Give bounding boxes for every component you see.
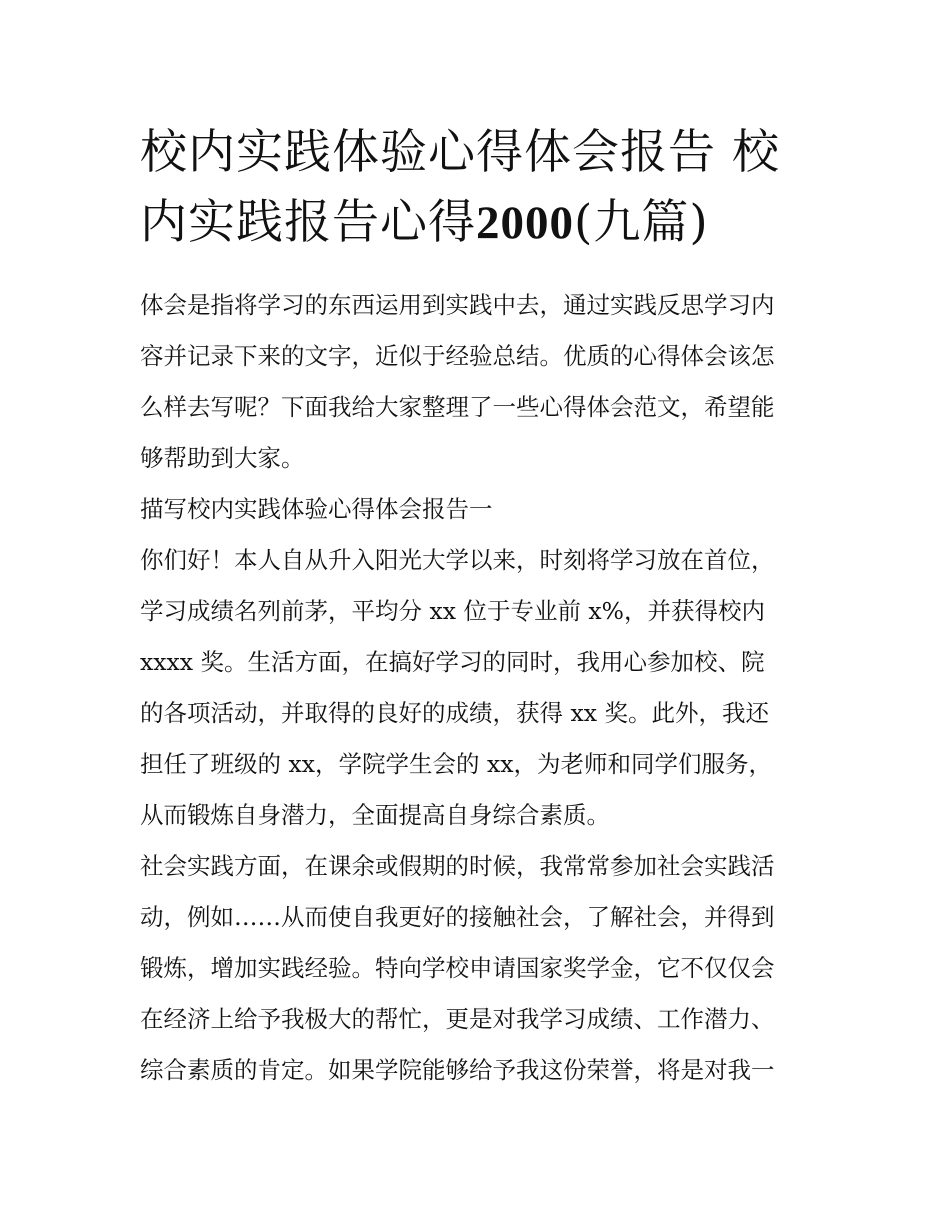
title-line-1: 校内实践体验心得体会报告 校 xyxy=(140,125,780,180)
intro-line: 体会是指将学习的东西运用到实践中去，通过实践反思学习内 xyxy=(140,291,775,319)
paragraph-line: 担任了班级的 xx，学院学生会的 xx，为老师和同学们服务， xyxy=(140,750,772,778)
paragraph-line: 动，例如……从而使自我更好的接触社会，了解社会，并得到 xyxy=(140,903,775,931)
paragraph-line: 你们好！本人自从升入阳光大学以来，时刻将学习放在首位， xyxy=(140,546,775,574)
intro-line: 么样去写呢？下面我给大家整理了一些心得体会范文，希望能 xyxy=(140,393,775,421)
paragraph-line: xxxx 奖。生活方面，在搞好学习的同时，我用心参加校、院 xyxy=(140,648,765,676)
section-heading: 描写校内实践体验心得体会报告一 xyxy=(140,495,493,523)
paragraph-line: 从而锻炼自身潜力，全面提高自身综合素质。 xyxy=(140,801,610,829)
paragraph-line: 社会实践方面，在课余或假期的时候，我常常参加社会实践活 xyxy=(140,852,775,880)
title-line-2-number: 2000 xyxy=(476,197,574,249)
title-line-2-text: 内实践报告心得 xyxy=(140,195,476,250)
intro-paragraph xyxy=(140,280,812,484)
document-title xyxy=(140,118,812,258)
body-paragraph-2 xyxy=(140,841,812,1096)
title-line-2-suffix: (九篇) xyxy=(574,195,709,250)
document-page xyxy=(140,118,812,1096)
paragraph-line: 学习成绩名列前茅，平均分 xx 位于专业前 x%，并获得校内 xyxy=(140,597,765,625)
body-paragraph-1 xyxy=(140,535,812,841)
paragraph-line: 综合素质的肯定。如果学院能够给予我这份荣誉，将是对我一 xyxy=(140,1056,775,1084)
paragraph-line: 在经济上给予我极大的帮忙，更是对我学习成绩、工作潜力、 xyxy=(140,1005,775,1033)
paragraph-line: 锻炼，增加实践经验。特向学校申请国家奖学金，它不仅仅会 xyxy=(140,954,775,982)
intro-line: 够帮助到大家。 xyxy=(140,444,305,472)
intro-line: 容并记录下来的文字，近似于经验总结。优质的心得体会该怎 xyxy=(140,342,775,370)
paragraph-line: 的各项活动，并取得的良好的成绩，获得 xx 奖。此外，我还 xyxy=(140,699,769,727)
